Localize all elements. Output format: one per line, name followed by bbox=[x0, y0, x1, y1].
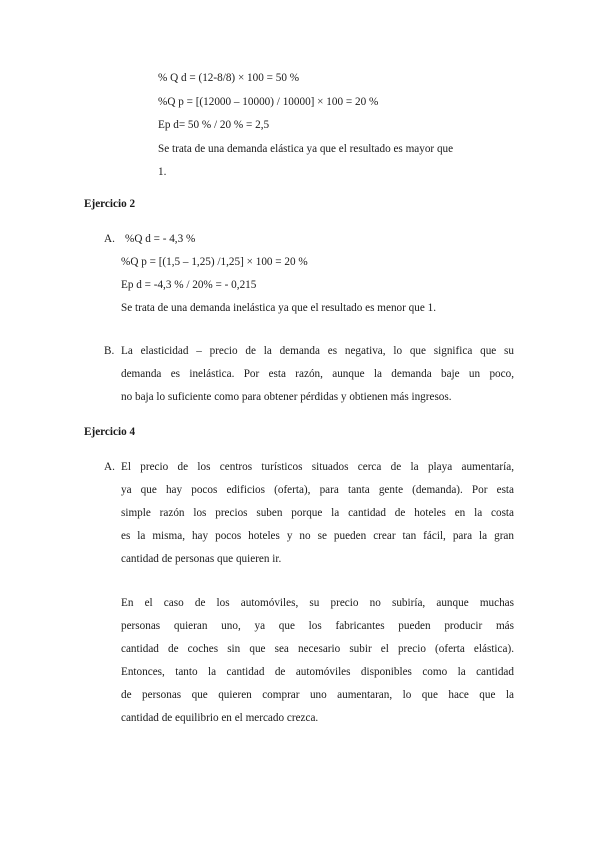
ej4-a-p2-line-1: En el caso de los automóviles, su precio no subiría, aunque muchas bbox=[121, 597, 514, 609]
heading-ejercicio-2: Ejercicio 2 bbox=[84, 198, 136, 210]
ej2-a-line-3: Ep d = -4,3 % / 20% = - 0,215 bbox=[121, 279, 257, 291]
ej2-b-line-1: La elasticidad – precio de la demanda es negativa, lo que significa que su bbox=[121, 345, 514, 357]
ej4-a-p2-line-3: cantidad de coches sin que sea necesario subir el precio (oferta elástica). bbox=[121, 643, 514, 655]
ej4-a-p2-line-6: cantidad de equilibrio en el mercado crezca. bbox=[121, 712, 319, 724]
heading-ejercicio-4: Ejercicio 4 bbox=[84, 426, 136, 438]
ej4-item-a-marker: A. bbox=[104, 461, 115, 473]
formula-qp-1: %Q p = [(12000 – 10000) / 10000] × 100 = 20 % bbox=[158, 96, 379, 108]
ej4-a-p2-line-4: Entonces, tanto la cantidad de automóviles disponibles como la cantidad bbox=[121, 666, 514, 678]
ej2-b-line-2: demanda es inelástica. Por esta razón, aunque la demanda baje un poco, bbox=[121, 368, 514, 380]
ej2-item-a-marker: A. bbox=[104, 233, 115, 245]
ej2-a-line-1: %Q d = - 4,3 % bbox=[125, 233, 196, 245]
conclusion-line-1: Se trata de una demanda elástica ya que el resultado es mayor que bbox=[158, 143, 454, 155]
ej4-a-p2-line-2: personas quieran uno, ya que los fabricantes pueden producir más bbox=[121, 620, 514, 632]
ej4-a-p1-line-3: simple razón los precios suben porque la cantidad de hoteles en la costa bbox=[121, 507, 514, 519]
ej2-a-line-4: Se trata de una demanda inelástica ya que el resultado es menor que 1. bbox=[121, 302, 436, 314]
ej4-a-p1-line-5: cantidad de personas que quieren ir. bbox=[121, 553, 282, 565]
formula-qd-1: % Q d = (12-8/8) × 100 = 50 % bbox=[158, 72, 300, 84]
ej2-a-line-2: %Q p = [(1,5 – 1,25) /1,25] × 100 = 20 % bbox=[121, 256, 308, 268]
ej4-a-p1-line-2: ya que hay pocos edificios (oferta), para tanta gente (demanda). Por esta bbox=[121, 484, 514, 496]
ej4-a-p1-line-4: es la misma, hay pocos hoteles y no se pueden crear tan fácil, para la gran bbox=[121, 530, 514, 542]
ej2-item-b-marker: B. bbox=[104, 345, 115, 357]
ej4-a-p2-line-5: de personas que quieren comprar uno aumentaran, lo que hace que la bbox=[121, 689, 514, 701]
ej4-a-p1-line-1: El precio de los centros turísticos situados cerca de la playa aumentaría, bbox=[121, 461, 514, 473]
ej2-b-line-3: no baja lo suficiente como para obtener pérdidas y obtienen más ingresos. bbox=[121, 391, 452, 403]
conclusion-line-2: 1. bbox=[158, 166, 167, 178]
formula-epd-1: Ep d= 50 % / 20 % = 2,5 bbox=[158, 119, 270, 131]
